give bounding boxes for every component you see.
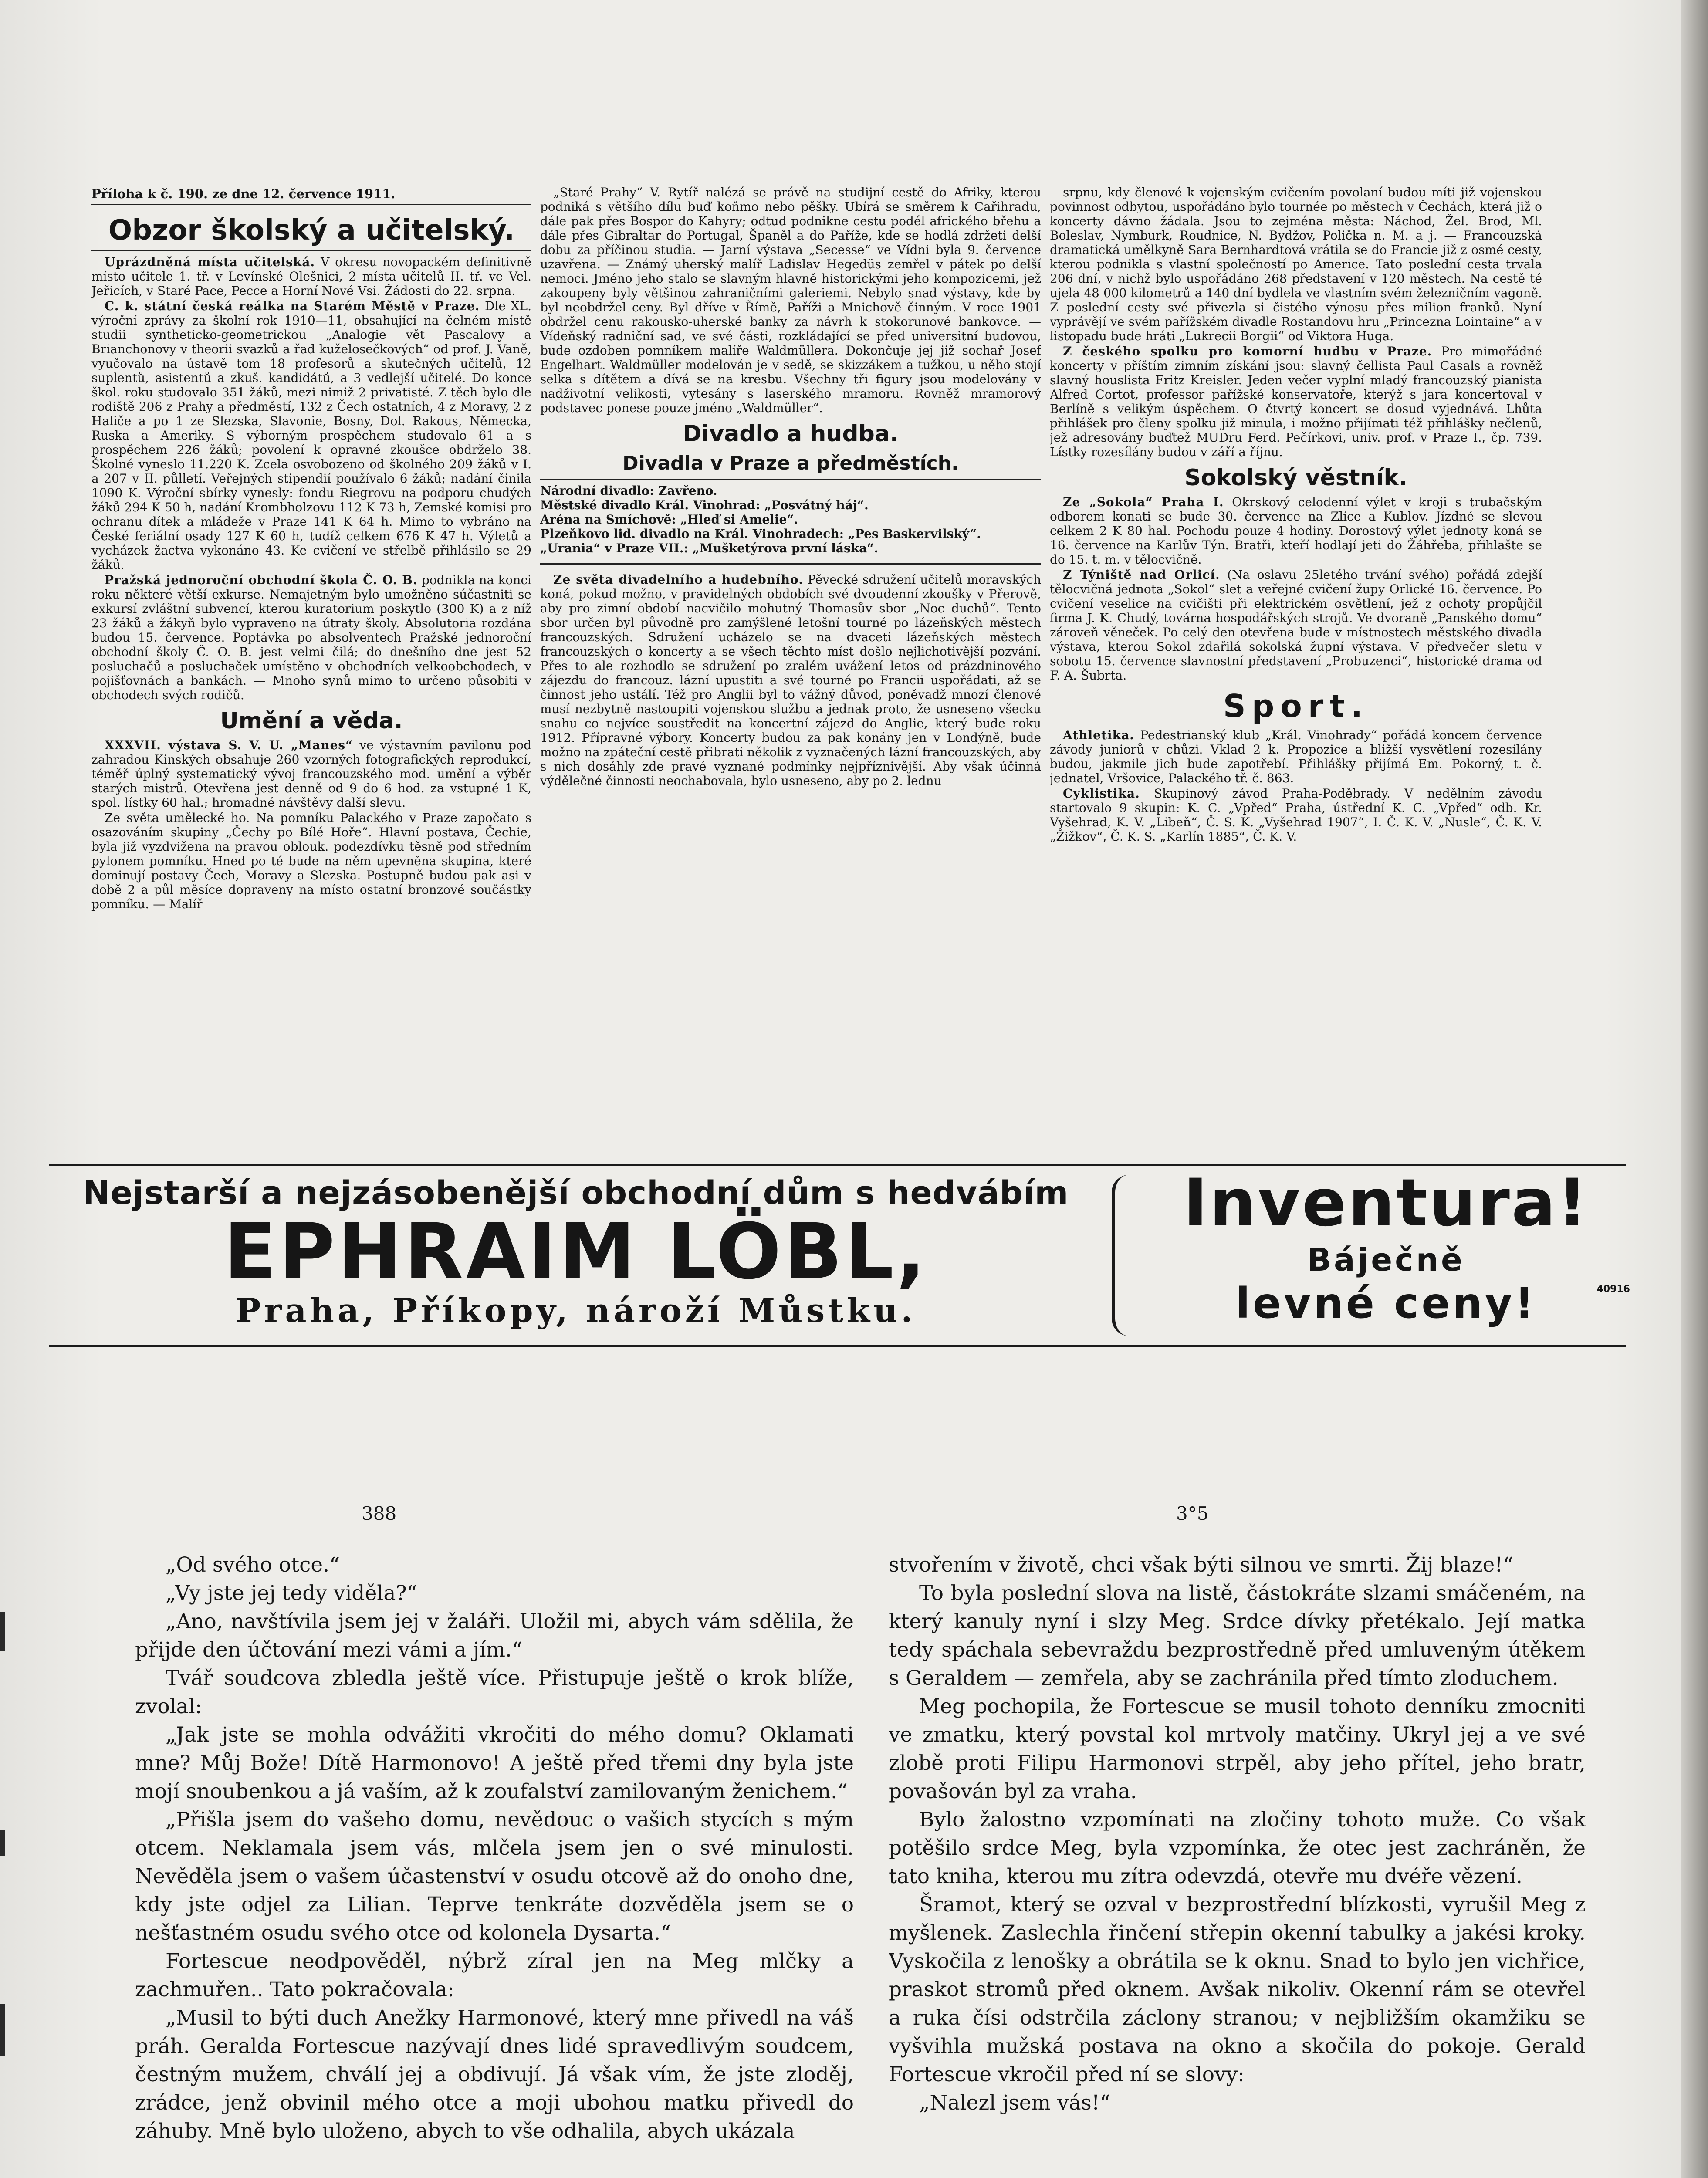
article-paragraph	[1050, 568, 1542, 683]
scan-edge	[1681, 0, 1708, 2178]
book-page-right	[889, 1551, 1586, 2178]
book-paragraph: To byla poslední slova na listě, částokráte slzami smáčeném, na který kanuly nyní i slzy Meg. Srdce dívky přetékalo. Její matka tedy spáchala sebevraždu bezprostředně před umluveným útěkem s Geraldem — zemřela, aby se zachránila před tímto zloduchem.	[889, 1581, 1586, 1690]
article-lead: Z českého spolku pro komorní hudbu v Praze.	[1063, 344, 1432, 358]
section-title-sport: Sport.	[1223, 688, 1369, 724]
article-text: Pro mimořádné koncerty v příštím zimním získání jsou: slavný čellista Paul Casals a rovněž slavný houslista Fritz Kreisler. Jeden večer vyplní mladý francouzský pianista Alfred Cortot, professor pařížské konservatoře, kterýž s jara koncertoval v Berlíně s velikým úspěchem. O čtvrtý koncert se dosud vyjednává. Lhůta přihlášek pro členy spolku již minula, i možno přijímati též přihlášky nečlenů, jež adresovány buďtež MUDru Ferd. Pečírkovi, univ. prof. v Praze I., čp. 739. Lístky rozesílány budou v září a říjnu.	[1050, 344, 1542, 459]
book-paragraph: „Jak jste se mohla odvážiti vkročiti do mého domu? Oklamati mne? Můj Bože! Dítě Harmonovo! A ještě před třemi dny byla jste mojí snoubenkou a já vaším, až k zoufalství zamilovaným ženichem.“	[135, 1723, 854, 1803]
book-paragraph: Fortescue neodpověděl, nýbrž zíral jen na Meg mlčky a zachmuřen.. Tato pokračovala:	[135, 1949, 854, 2002]
article-lead: Pražská jednoroční obchodní škola Č. O. B.	[105, 573, 418, 587]
newspaper-header: Příloha k č. 190. ze dne 12. července 1911.	[91, 186, 531, 205]
article-text: (Na oslavu 25letého trvání svého) pořádá zdejší tělocvičná jednota „Sokol“ slet a veřejné cvičení župy Orlické 16. července. Po cvičení veselice na cvičišti při elektrickém osvětlení, jež z ochoty propůjčil firma J. K. Chudý, továrna hospodářských strojů. Ve dvoraně „Panského domu“ zároveň věneček. Po celý den otevřena bude v místnostech městského divadla výstava, kterou Sokol zdařilá sokolská župní výstava. V předvečer sletu v sobotu 15. července slavnostní představení „Probuzenci“, historické drama od F. A. Šubrta.	[1050, 568, 1542, 683]
ad-bajecne: Báječně	[1307, 1241, 1465, 1278]
article-lead: Cyklistika.	[1063, 786, 1140, 801]
section-title-obzor: Obzor školský a učitelský.	[108, 214, 515, 247]
book-page-left	[135, 1551, 854, 2178]
ad-inventura: Inventura!	[1183, 1165, 1589, 1241]
article-paragraph	[1050, 495, 1542, 567]
newspaper-column-left	[91, 209, 531, 1146]
article-paragraph: Ze světa umělecké ho. Na pomníku Palackého v Praze započato s osazováním skupiny „Čechy po Bílé Hoře“. Hlavní postava, Čechie, byla již vyzdvižena na pravou oblouk. podezdívku těsně pod středním pylonem pomníku. Hned po té bude na něm upevněna skupina, které dominují postavy Čech, Moravy a Slezska. Postupně budou pak asi v době 2 a půl měsíce dopraveny na místo ostatní bronzové součástky pomníku. — Malíř	[91, 811, 531, 911]
article-text: ve výstavním pavilonu pod zahradou Kinských obsahuje 260 vzorných fotografických reprodukcí, téměř úplný systematický vývoj francouzského mod. umění a výběr starých mistrů. Otevřena jest denně od 9 do 6 hod. za vstupné 1 K, spol. lístky 60 hal.; hromadné návštěvy další slevu.	[91, 738, 531, 810]
theatre-line: „Urania“ v Praze VII.: „Mušketýrova první láska“.	[540, 541, 879, 555]
article-text: Pěvecké sdružení učitelů moravských koná, pokud možno, v pravidelných obdobích své dvoudenní zkoušky v Přerově, aby pro zimní období nacvičilo mohutný Thomasův sbor „Noc duchů“. Tento sbor určen byl původně pro zamýšlené letošní tourné po lázeňských městech francouzských. Sdružení ucházelo se na dvaceti lázeňských městech francouzských o koncerty a se všech těchto míst došlo nejlichotivější pozvání. Přes to ale rozhodlo se sdružení po zralém uvážení letos od prázdninového zájezdu do francouz. lázní upustiti a své tourné po Francii uspořádati, až se činnost jeho ustálí. Též pro Anglii byl to vážný důvod, poněvadž mnozí členové musí nezbytně nastoupiti vojenskou službu a jednak proto, že usneseno všecku snahu co nejvíce soustředit na koncertní zájezd do Anglie, který bude roku 1912. Přípravné výbory. Koncerty budou za pak konány jen v Londýně, bude možno na zpáteční cestě přibrati několik z vyznačených lázní francouzských, aby s nich dosáhly zde pravé vyznané podmínky nejpříznivější. Aby však účinná výdělečné činnosti neochabovala, bylo usneseno, aby po 2. lednu	[540, 572, 1041, 788]
scan-mark	[0, 1612, 5, 1651]
newspaper-column-right	[1050, 185, 1542, 1146]
advertisement-banner	[49, 1164, 1630, 1347]
article-paragraph	[91, 299, 531, 572]
article-text: Okrskový celodenní výlet v kroji s trubačským odborem konati se bude 30. července na Zlíce a Kublov. Jízdné se slevou celkem 2 K 80 hal. Pochodu pouze 4 hodiny. Dorostový výlet jednoty koná se 16. července na Karlův Týn. Bratři, kteří hodlají jeti do Žáhřeba, přihlašte se do 15. t. m. v tělocvičně.	[1050, 495, 1542, 567]
article-lead: Uprázdněná místa učitelská.	[105, 255, 315, 269]
article-paragraph	[91, 738, 531, 810]
article-paragraph	[91, 573, 531, 702]
article-text: Dle XL. výroční zprávy za školní rok 1910—11, obsahující na čelném místě studii syntheticko-geometrickou „Analogie vět Pascalovy a Brianchonovy v theorii svazků a řad kuželosečkových“ od prof. J. Vaně, vyučovalo na ústavě tom 18 profesorů a skutečných učitelů, 12 suplentů, asistentů a zkuš. kandidátů, a 3 vedlejší učitelé. Do konce škol. roku studovalo 351 žáků, mezi nimiž 2 privatisté. Z těch bylo dle rodiště 206 z Prahy a předměstí, 132 z Čech ostatních, 4 z Moravy, 2 z Haliče a po 1 ze Slezska, Slavonie, Bosny, Dol. Rakous, Německa, Ruska a Ameriky. S výborným prospěchem studovalo 61 a s prospěchem 226 žáků; povolení k opravné zkoušce obdrželo 38. Školné vyneslo 11.220 K. Zcela osvobozeno od školného 209 žáků v I. a 207 v II. půlletí. Veřejných stipendií používalo 6 žáků; nadání činila 1090 K. Výroční sbírky vynesly: fondu Riegrovu na podporu chudých žáků 294 K 50 h, nadání Krombholzovu 112 K 73 h, Zemské komisi pro ochranu dítek a mládeže v Praze 141 K 64 h. Mimo to vybráno na České feriální osady 127 K 60 h, tudíž celkem 676 K 47 h. Výletů a vycházek žactva vykonáno 43. Ke cvičení ve střelbě přihlásilo se 29 žáků.	[91, 299, 531, 572]
scan-mark	[0, 1830, 5, 1856]
section-title-divadlo: Divadlo a hudba.	[683, 421, 899, 447]
article-lead: Athletika.	[1063, 728, 1134, 742]
article-paragraph	[540, 572, 1041, 788]
book-paragraph: Šramot, který se ozval v bezprostřední blízkosti, vyrušil Meg z myšlenek. Zaslechla řinčení střepin okenní tabulky a jakési kroky. Vyskočila z lenošky a obrátila se k oknu. Snad to bylo jen vichřice, praskot stromů před oknem. Avšak nikoliv. Okenní rám se otevřel a ruka čísi odstrčila záclony stranou; v nejbližším okamžiku se vyšvihla mužská postava na okno a skočila do pokoje. Gerald Fortescue vkročil před ní se slovy:	[889, 1893, 1586, 2087]
newspaper-column-middle	[540, 185, 1041, 1146]
ad-tagline: Nejstarší a nejzásobenější obchodní dům s hedvábím	[83, 1174, 1069, 1212]
ad-left-block	[49, 1166, 1103, 1345]
article-text: Pedestrianský klub „Král. Vinohrady“ pořádá koncem července závody juniorů v chůzi. Vklad 2 k. Propozice a bližší vysvětlení rozesílány budou, jakmile jich bude zapotřebí. Přihlášky přijímá Em. Pokorný, t. č. jednatel, Vršovice, Palackého tř. č. 863.	[1050, 728, 1542, 785]
article-lead: C. k. státní česká reálka na Starém Městě v Praze.	[105, 299, 480, 313]
page-number-left: 388	[362, 1503, 397, 1524]
book-paragraph: „Musil to býti duch Anežky Harmonové, který mne přivedl na váš práh. Geralda Fortescue nazývají dnes lidé spravedlivým soudcem, čestným mužem, chválí jej a obdivují. Já však vím, že jste zloděj, zrádce, jenž obvinil mého otce a moji ubohou matku přivedl do záhuby. Mně bylo uloženo, abych to vše odhalila, abych ukázala	[135, 2006, 854, 2143]
article-paragraph	[91, 255, 531, 298]
theatre-line: Městské divadlo Král. Vinohrad: „Posvátný háj“.	[540, 498, 869, 512]
divider	[91, 250, 531, 251]
article-lead: Ze světa divadelního a hudebního.	[553, 572, 803, 587]
book-paragraph: stvořením v životě, chci však býti silnou ve smrti. Žij blaze!“	[889, 1553, 1514, 1577]
article-paragraph	[1050, 786, 1542, 844]
book-paragraph: „Nalezl jsem vás!“	[919, 2091, 1110, 2115]
ad-address: Praha, Příkopy, nároží Můstku.	[236, 1291, 916, 1330]
article-text: V okresu novopackém definitivně místo učitele 1. tř. v Levínské Olešnici, 2 místa učitelů II. tř. ve Vel. Jeřicích, v Staré Pace, Pecce a Horní Nové Vsi. Žádosti do 22. srpna.	[91, 255, 531, 298]
divider	[540, 479, 1041, 480]
section-title-umeni: Umění a věda.	[220, 708, 403, 734]
book-paragraph: Tvář soudcova zbledla ještě více. Přistupuje ještě o krok blíže, zvolal:	[135, 1666, 854, 1718]
article-paragraph: „Staré Prahy“ V. Rytíř nalézá se právě na studijní cestě do Afriky, kterou podniká s většího dílu buď koňmo nebo pěšky. Ubírá se směrem k Cařihradu, dále pak přes Bospor do Kahyry; odtud podnikne cestu podél afrického břehu a dále přes Gibraltar do Portugal, Španěl a do Paříže, kde se hodlá zdržeti delší dobu za příčinou studia. — Jarní výstava „Secesse“ ve Vídni byla 9. července uzavřena. — Známý uherský malíř Ladislav Hegedüs zemřel v pátek po delší nemoci. Jméno jeho stalo se slavným hlavně historickými jeho kompozicemi, jež zakoupeny byly většinou zahraničními galeriemi. Nebylo snad výstavy, kde by byl neobdržel ceny. Byl dříve v Římě, Paříži a Mnichově činným. V roce 1901 obdržel cenu rakousko-uherské banky za návrh k stokorunové bankovce. — Vídeňský radniční sad, ve své části, rozkládající se před universitní budovou, bude ozdoben pomníkem malíře Waldmüllera. Dokončuje jej již sochař Josef Engelhart. Waldmüller modelován je v sedě, se skizzákem a tužkou, u něho stojí selka s dítětem a dívá se na kresbu. Všechny tři figury jsou modelovány v nadživotní velikosti, vytesány s laserského mramoru. Rovněž mramorový podstavec ponese pouze jméno „Waldmüller“.	[540, 185, 1041, 415]
theatre-line: Národní divadlo: Zavřeno.	[540, 484, 717, 498]
article-text: podnikla na konci roku některé větší exkurse. Nemajetným bylo umožněno súčastniti se exkursí zvláštní subvencí, kterou kuratorium poskytlo (300 K) a z níž 23 žáků a žákyň bylo vypraveno na útraty školy. Absolutoria rozdána budou 15. července. Poptávka po absolventech Pražské jednoroční obchodní školy Č. O. B. jest velmi čilá; do dnešního dne jest 52 posluchačů a posluchaček umístěno v obchodních velkoobchodech, v pojišťovnách a bankách. — Mnoho synů mimo to určeno působiti v obchodech svých rodičů.	[91, 573, 531, 702]
section-title-divadla: Divadla v Praze a předměstích.	[622, 452, 959, 474]
book-paragraph: Meg pochopila, že Fortescue se musil tohoto denníku zmocniti ve zmatku, který povstal kol mrtvoly matčiny. Ukryl jej a ve své zlobě proti Filipu Harmonovi strpěl, aby jeho přítel, jeho bratr, povašován byl za vraha.	[889, 1694, 1586, 1803]
article-paragraph	[1050, 728, 1542, 785]
book-paragraph: „Vy jste jej tedy viděla?“	[166, 1581, 417, 1605]
section-title-sokol: Sokolský věstník.	[1184, 465, 1407, 491]
book-paragraph: Bylo žalostno vzpomínati na zločiny tohoto muže. Co však potěšilo srdce Meg, byla vzpomínka, že otec jest zachráněn, že tato kniha, kterou mu zítra odevzdá, otevře mu dvéře vězení.	[889, 1808, 1586, 1888]
article-paragraph	[1050, 344, 1542, 459]
ad-right-block	[1147, 1165, 1630, 1345]
theatre-line: Plzeňkovo lid. divadlo na Král. Vinohradech: „Pes Baskervilský“.	[540, 527, 981, 541]
article-lead: XXXVII. výstava S. V. U. „Manes“	[105, 738, 353, 752]
article-text: Skupinový závod Praha-Poděbrady. V nedělním závodu startovalo 9 skupin: K. C. „Vpřed“ Praha, ústřední K. C. „Vpřed“ odb. Kr. Vyšehrad, K. V. „Libeň“, Č. S. K. „Vyšehrad 1907“, I. Č. K. V. „Nusle“, Č. K. V. „Žižkov“, Č. K. S. „Karlín 1885“, Č. K. V.	[1050, 786, 1542, 844]
ad-levne-ceny: levné ceny!	[1235, 1279, 1537, 1328]
divider	[540, 563, 1041, 565]
book-paragraph: „Ano, navštívila jsem jej v žaláři. Uložil mi, abych vám sdělila, že přijde den účtování mezi vámi a jím.“	[135, 1610, 854, 1662]
ad-code: 40916	[1596, 1284, 1630, 1295]
book-paragraph: „Přišla jsem do vašeho domu, nevědouc o vašich stycích s mým otcem. Neklamala jsem vás, mlčela jsem jen o své minulosti. Nevěděla jsem o vašem účastenství v osudu otcově až do onoho dne, kdy jste odjel za Lilian. Teprve tenkráte dozvěděla jsem se o nešťastném osudu svého otce od kolonela Dysarta.“	[135, 1808, 854, 1945]
theatre-line: Aréna na Smíchově: „Hleď si Amelie“.	[540, 512, 798, 527]
article-lead: Ze „Sokola“ Praha I.	[1063, 495, 1224, 509]
article-paragraph: srpnu, kdy členové k vojenským cvičením povolaní budou míti již vojenskou povinnost odbytou, uspořádáno bylo tournée po městech v Čechách, která již o koncerty dávno žádala. Jsou to zejména města: Náchod, Žel. Brod, Ml. Boleslav, Nymburk, Roudnice, N. Bydžov, Polička n. M. a j. — Francouzská dramatická umělkyně Sara Bernhardtová vrátila se do Francie již z osmé cesty, kterou podnikla s vlastní společností po Americe. Tato poslední cesta trvala 206 dní, v nichž bylo uspořádáno 268 představení v 120 městech. Na cestě té ujela 48 000 kilometrů a 140 dní bydlela ve vlastním svém železničním vagoně. Z poslední cesty své přivezla si čistého výnosu přes milion franků. Nyní vyprávějí ve svém pařížském divadle Rostandovu hru „Princezna Lointaine“ a v listopadu bude hráti „Lukrecii Borgii“ od Viktora Huga.	[1050, 185, 1542, 343]
page-number-right: 3°5	[1176, 1503, 1209, 1524]
book-paragraph: „Od svého otce.“	[166, 1553, 340, 1577]
scan-mark	[0, 2004, 5, 2056]
ad-brace	[1112, 1175, 1141, 1336]
ad-company-name: EPHRAIM LÖBL,	[223, 1207, 928, 1296]
article-lead: Z Týniště nad Orlicí.	[1063, 568, 1220, 582]
